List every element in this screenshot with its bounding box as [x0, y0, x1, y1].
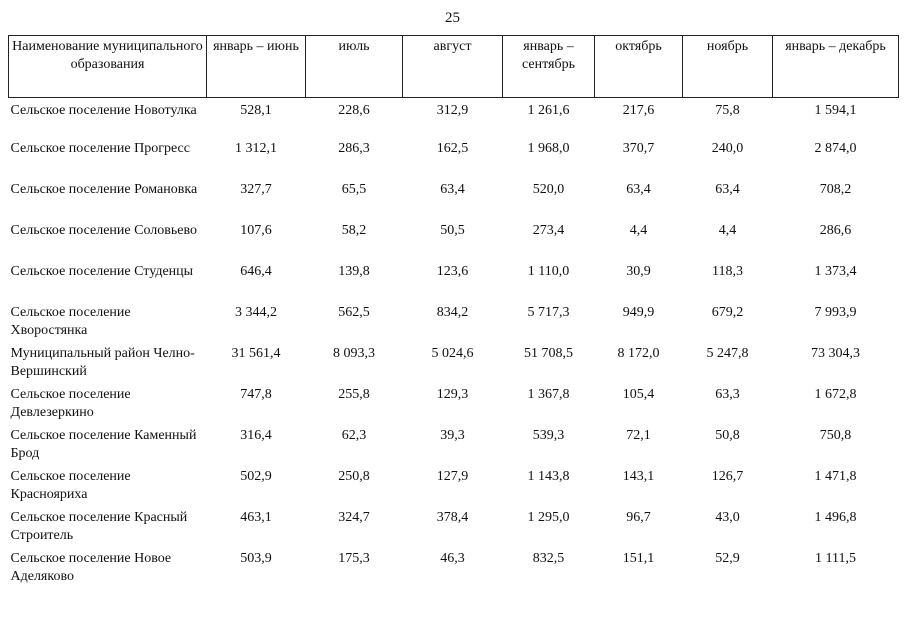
- table-cell: 43,0: [715, 510, 740, 525]
- table-row: [9, 345, 899, 386]
- table-cell: 96,7: [626, 510, 651, 525]
- row-label: Муниципальный район Челно-Вершинский: [10, 346, 195, 379]
- table-cell: 31 561,4: [231, 346, 281, 361]
- table-cell: 1 496,8: [814, 510, 857, 525]
- table-row: [9, 550, 899, 591]
- table-cell: 528,1: [240, 103, 272, 118]
- page-number: 25: [445, 10, 460, 26]
- column-header-jan-sep: январь – сентябрь: [503, 36, 595, 98]
- table-cell: 4,4: [629, 223, 648, 238]
- table-cell: 8 172,0: [617, 346, 660, 361]
- table-cell: 123,6: [436, 264, 469, 279]
- table-cell: 63,3: [715, 387, 740, 402]
- table-cell: 151,1: [622, 551, 655, 566]
- table-cell: 1 261,6: [527, 103, 570, 118]
- table-cell: 327,7: [240, 182, 272, 197]
- table-cell: 1 111,5: [815, 551, 856, 566]
- row-label: Сельское поселение Соловьево: [10, 223, 197, 238]
- row-label: Сельское поселение Девлезеркино: [10, 387, 131, 420]
- table-cell: 240,0: [711, 141, 744, 156]
- table-cell: 2 874,0: [814, 141, 857, 156]
- table-cell: 312,9: [436, 103, 469, 118]
- table-cell: 1 373,4: [814, 264, 857, 279]
- table-cell: 747,8: [240, 387, 272, 402]
- table-cell: 316,4: [240, 428, 272, 443]
- table-cell: 370,7: [622, 141, 655, 156]
- table-cell: 139,8: [338, 264, 370, 279]
- column-header-jan-jun: январь – июнь: [207, 36, 306, 98]
- table-cell: 750,8: [819, 428, 852, 443]
- row-label: Сельское поселение Каменный Брод: [10, 428, 197, 461]
- table-cell: 324,7: [338, 510, 370, 525]
- table-row: [9, 222, 899, 263]
- table-cell: 1 110,0: [527, 264, 570, 279]
- table-cell: 286,3: [338, 141, 370, 156]
- row-label: Сельское поселение Новое Аделяково: [10, 551, 172, 584]
- table-row: [9, 386, 899, 427]
- table-body: [9, 98, 899, 592]
- table-cell: 520,0: [532, 182, 565, 197]
- table-row: [9, 181, 899, 222]
- table-cell: 273,4: [532, 223, 565, 238]
- column-header-jan-dec: январь – декабрь: [773, 36, 899, 98]
- table-cell: 7 993,9: [814, 305, 857, 320]
- table-cell: 834,2: [436, 305, 469, 320]
- table-cell: 65,5: [341, 182, 367, 197]
- table-cell: 1 594,1: [814, 103, 857, 118]
- table-cell: 107,6: [240, 223, 272, 238]
- table-row: [9, 509, 899, 550]
- table-cell: 378,4: [436, 510, 469, 525]
- table-cell: 62,3: [341, 428, 367, 443]
- data-table: [8, 35, 899, 591]
- table-cell: 463,1: [240, 510, 272, 525]
- table-cell: 73 304,3: [811, 346, 860, 361]
- table-cell: 30,9: [626, 264, 651, 279]
- table-cell: 708,2: [819, 182, 852, 197]
- table-row: [9, 468, 899, 509]
- table-cell: 562,5: [338, 305, 370, 320]
- table-cell: 72,1: [626, 428, 651, 443]
- table-cell: 58,2: [341, 223, 367, 238]
- column-header-nov: ноябрь: [683, 36, 773, 98]
- table-cell: 1 471,8: [814, 469, 857, 484]
- table-cell: 1 672,8: [814, 387, 857, 402]
- table-cell: 63,4: [715, 182, 740, 197]
- table-cell: 3 344,2: [235, 305, 277, 320]
- row-label: Сельское поселение Студенцы: [10, 264, 194, 279]
- table-cell: 118,3: [712, 264, 743, 279]
- table-cell: 50,8: [715, 428, 740, 443]
- table-cell: 4,4: [718, 223, 737, 238]
- column-header-jul: июль: [306, 36, 403, 98]
- table-row: [9, 98, 899, 141]
- table-cell: 39,3: [440, 428, 465, 443]
- row-label: Сельское поселение Краснояриха: [10, 469, 131, 502]
- table-cell: 646,4: [240, 264, 272, 279]
- table-cell: 949,9: [622, 305, 655, 320]
- table-cell: 832,5: [532, 551, 565, 566]
- table-cell: 217,6: [622, 103, 655, 118]
- table-cell: 175,3: [338, 551, 370, 566]
- table-cell: 679,2: [711, 305, 744, 320]
- table-cell: 1 312,1: [235, 141, 277, 156]
- row-label: Сельское поселение Красный Строитель: [10, 510, 188, 543]
- table-cell: 8 093,3: [333, 346, 375, 361]
- column-header-aug: август: [403, 36, 503, 98]
- header-row: [9, 36, 899, 98]
- table-cell: 539,3: [532, 428, 565, 443]
- table-cell: 286,6: [819, 223, 852, 238]
- column-header-name: Наименование муниципального образования: [9, 36, 207, 98]
- table-cell: 1 367,8: [527, 387, 570, 402]
- row-label: Сельское поселение Хворостянка: [10, 305, 131, 338]
- row-label: Сельское поселение Романовка: [10, 182, 198, 197]
- table-cell: 105,4: [622, 387, 655, 402]
- table-cell: 5 247,8: [706, 346, 749, 361]
- table-cell: 143,1: [622, 469, 655, 484]
- table-cell: 5 717,3: [527, 305, 570, 320]
- table-row: [9, 263, 899, 304]
- table-cell: 1 143,8: [527, 469, 570, 484]
- table-cell: 502,9: [240, 469, 272, 484]
- table-cell: 255,8: [338, 387, 370, 402]
- table-cell: 126,7: [711, 469, 744, 484]
- table-cell: 52,9: [715, 551, 740, 566]
- table-cell: 129,3: [436, 387, 469, 402]
- table-cell: 63,4: [440, 182, 465, 197]
- row-label: Сельское поселение Прогресс: [10, 141, 190, 156]
- table-cell: 1 295,0: [527, 510, 570, 525]
- table-row: [9, 304, 899, 345]
- table-cell: 5 024,6: [431, 346, 474, 361]
- table-cell: 162,5: [436, 141, 469, 156]
- table-cell: 50,5: [440, 223, 465, 238]
- column-header-oct: октябрь: [595, 36, 683, 98]
- table-cell: 63,4: [626, 182, 651, 197]
- table-cell: 127,9: [436, 469, 469, 484]
- row-label: Сельское поселение Новотулка: [10, 103, 197, 118]
- table-row: [9, 427, 899, 468]
- table-cell: 250,8: [338, 469, 370, 484]
- table-cell: 228,6: [338, 103, 370, 118]
- table-cell: 1 968,0: [527, 141, 570, 156]
- table-row: [9, 140, 899, 181]
- table-cell: 75,8: [715, 103, 740, 118]
- table-cell: 46,3: [440, 551, 465, 566]
- table-cell: 503,9: [240, 551, 272, 566]
- table-cell: 51 708,5: [524, 346, 573, 361]
